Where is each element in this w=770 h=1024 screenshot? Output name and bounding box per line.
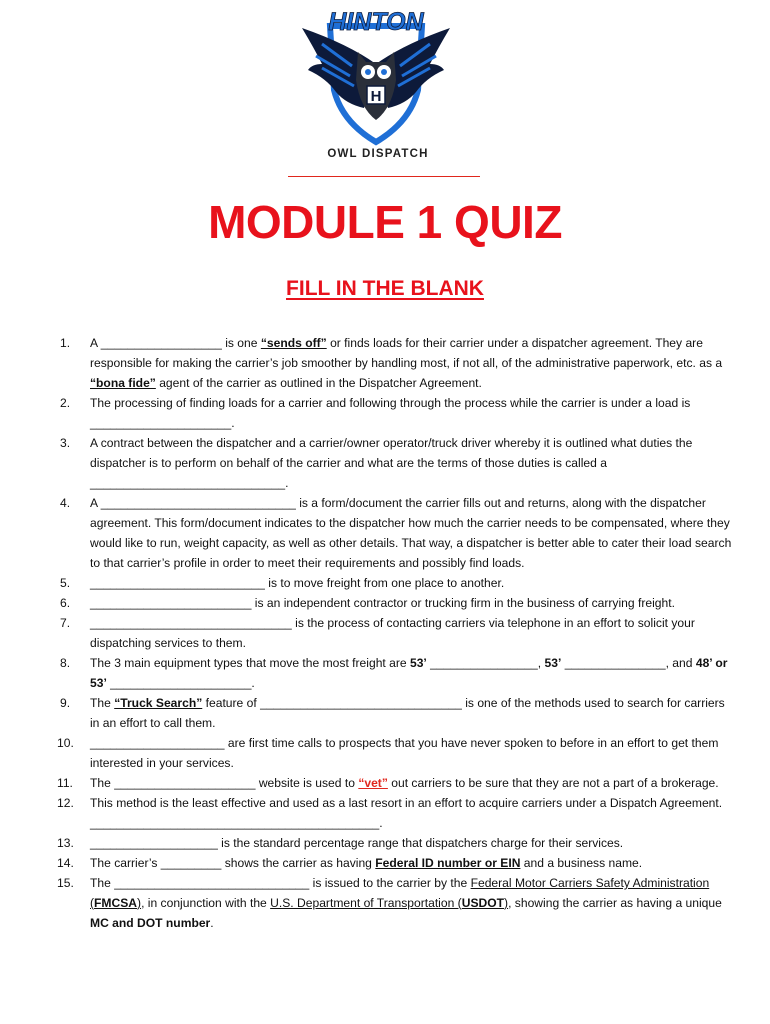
question-item: 8. The 3 main equipment types that move the most freight are 53’ ________________, 53’ _______________, and 48’ or 53’ _____________________.: [60, 653, 732, 693]
hinton-owl-dispatch-logo: [292, 4, 460, 164]
question-number: 5.: [60, 576, 71, 590]
question-number: 7.: [60, 616, 71, 630]
question-number: 10.: [57, 736, 74, 750]
question-item: 13. ___________________ is the standard percentage range that dispatchers charge for their services.: [60, 833, 732, 853]
emphasis-text: MC and DOT number: [90, 916, 211, 930]
question-item: 1. A __________________ is one “sends off” or finds loads for their carrier under a dispatcher agreement. They are responsible for making the carrier’s job smoother by handling most, if not all, of the administrative paperwork, etc. as a “bona fide” agent of the carrier as outlined in the Dispatcher Agreement.: [60, 333, 732, 393]
question-item: 4. A _____________________________ is a form/document the carrier fills out and returns, along with the dispatcher agreement. This form/document indicates to the dispatcher how much the carrier needs to be compensated, where they would like to run, weight capacity, as well as other details. That way, a dispatcher is better able to cater their load search to that carrier’s profile in order to meet their requirements and possibly find loads.: [60, 493, 732, 573]
answer-blank: ______________________________: [260, 696, 462, 710]
answer-blank: ________________________: [90, 596, 252, 610]
page-title: MODULE 1 QUIZ: [208, 196, 562, 248]
answer-blank: ___________________________________________: [90, 816, 380, 830]
emphasis-text: “vet”: [358, 776, 388, 790]
question-item: 6. ________________________ is an independent contractor or trucking firm in the business of carrying freight.: [60, 593, 732, 613]
question-item: 11. The _____________________ website is used to “vet” out carriers to be sure that they are not a part of a brokerage.: [60, 773, 732, 793]
question-item: 12. This method is the least effective and used as a last resort in an effort to acquire carriers under a Dispatch Agreement. ___________________________________________.: [60, 793, 732, 833]
equipment-label: 53’: [409, 656, 427, 670]
question-item: 14. The carrier’s _________ shows the carrier as having Federal ID number or EIN and a business name.: [60, 853, 732, 873]
answer-blank: ___________________: [90, 836, 218, 850]
answer-blank: _________: [160, 856, 222, 870]
answer-blank: __________________________: [90, 576, 265, 590]
question-item: 3. A contract between the dispatcher and a carrier/owner operator/truck driver whereby it is outlined what duties the dispatcher is to perform on behalf of the carrier and what are the terms of those duties is called a _____________________________.: [60, 433, 732, 493]
emphasis-text: Federal ID number or EIN: [375, 856, 521, 870]
title-divider: [288, 176, 480, 177]
question-number: 13.: [57, 836, 74, 850]
equipment-label: 53’: [544, 656, 562, 670]
question-number: 2.: [60, 396, 71, 410]
question-item: 5. __________________________ is to move freight from one place to another.: [60, 573, 732, 593]
agency-name: Federal Motor Carriers Safety Administration (: [90, 876, 710, 910]
question-number: 8.: [60, 656, 71, 670]
answer-blank: ____________________: [90, 736, 225, 750]
emphasis-text: “bona fide”: [90, 376, 156, 390]
emphasis-text: “sends off”: [260, 336, 327, 350]
question-item: 15. The _____________________________ is issued to the carrier by the Federal Motor Carriers Safety Administration (FMCSA), in conjunction with the U.S. Department of Transportation (USDOT), showing the carrier as having a unique MC and DOT number.: [60, 873, 732, 933]
answer-blank: _____________________________: [100, 496, 296, 510]
question-number: 6.: [60, 596, 71, 610]
emphasis-text: “Truck Search”: [114, 696, 203, 710]
question-number: 3.: [60, 436, 71, 450]
logo-caption: OWL DISPATCH: [327, 148, 429, 160]
question-number: 12.: [57, 796, 74, 810]
question-number: 1.: [60, 336, 71, 350]
answer-blank: _____________________________: [90, 476, 286, 490]
page-subtitle: FILL IN THE BLANK: [286, 277, 484, 300]
answer-blank: __________________: [100, 336, 222, 350]
question-item: 10. ____________________ are first time calls to prospects that you have never spoken to before in an effort to get them interested in your services.: [60, 733, 732, 773]
owl-logo-graphic: [292, 4, 460, 164]
question-list: [57, 333, 732, 933]
answer-blank: _____________________: [114, 776, 256, 790]
question-item: 9. The “Truck Search” feature of ______________________________ is one of the methods used to search for carriers in an effort to call them.: [60, 693, 732, 733]
answer-blank: ________________: [426, 656, 538, 670]
question-number: 9.: [60, 696, 71, 710]
agency-acronym: FMCSA: [94, 896, 138, 910]
question-item: 7. ______________________________ is the process of contacting carriers via telephone in an effort to solicit your dispatching services to them.: [60, 613, 732, 653]
agency-acronym: USDOT: [461, 896, 505, 910]
equipment-label: 48’ or 53’: [90, 656, 728, 690]
agency-name: U.S. Department of Transportation (: [270, 896, 462, 910]
question-number: 14.: [57, 856, 74, 870]
answer-blank: _____________________: [106, 676, 252, 690]
monogram-letter: H: [370, 88, 382, 105]
question-number: 15.: [57, 876, 74, 890]
question-number: 4.: [60, 496, 71, 510]
answer-blank: _____________________________: [114, 876, 310, 890]
answer-blank: ______________________________: [90, 616, 292, 630]
answer-blank: _____________________: [90, 416, 232, 430]
question-number: 11.: [57, 776, 73, 790]
brand-wordmark: HINTON: [328, 8, 424, 36]
question-item: 2. The processing of finding loads for a carrier and following through the process while the carrier is under a load is _____________________.: [60, 393, 732, 433]
answer-blank: _______________: [561, 656, 666, 670]
